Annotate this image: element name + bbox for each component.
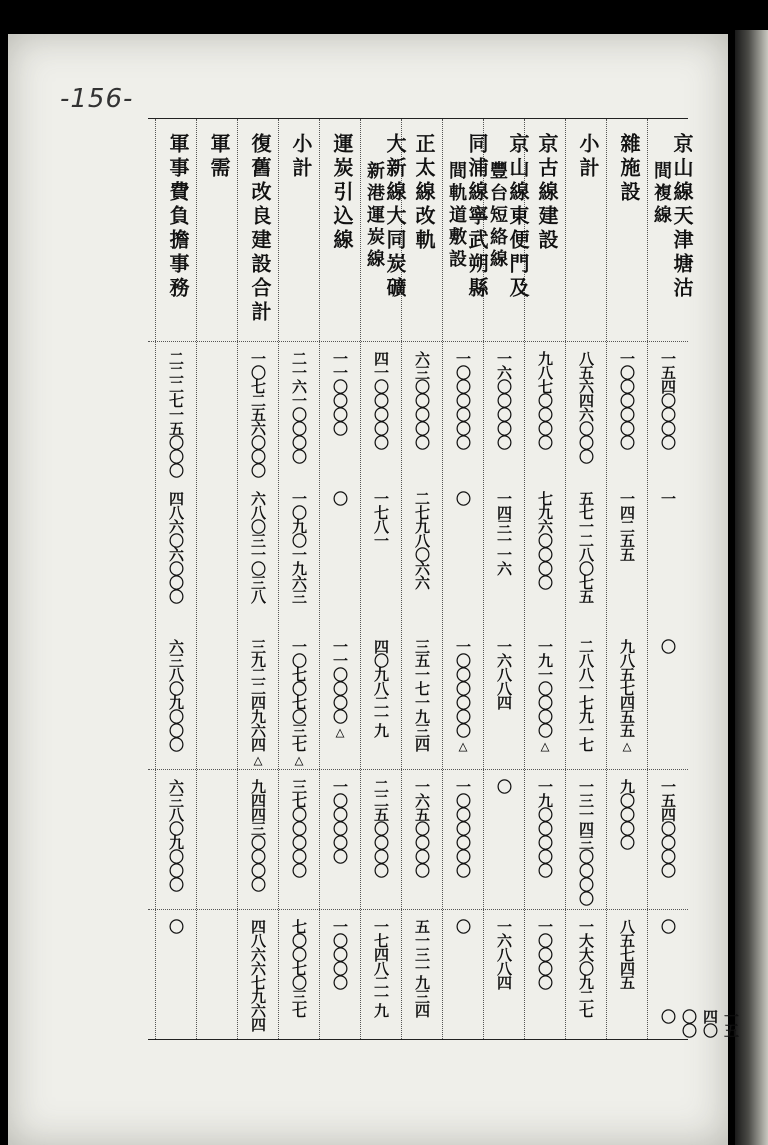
row-label: 軍事費負擔事務 — [166, 133, 190, 301]
row-label-sub: 間軌道敷設 — [446, 161, 467, 271]
cell-value: 六三八〇九〇〇〇 — [167, 639, 185, 751]
cell-value: 二七九八〇六六 — [413, 491, 431, 589]
cell-value: 一五四〇〇〇〇 — [659, 779, 677, 877]
cell-value: 九四四三〇〇〇〇 — [249, 779, 267, 891]
table-column — [606, 119, 648, 1039]
cell-value: 八五七四五 — [618, 919, 636, 989]
table-column — [360, 119, 407, 1039]
row-label-sub: 豐台短絡線 — [487, 161, 508, 271]
row-label: 大新線大同炭礦 — [383, 133, 407, 301]
cell-value: 三九二二四九六四△ — [249, 639, 267, 768]
cell-value: 九八五七四五五△ — [618, 639, 636, 754]
cell-value: 七九六〇〇〇〇 — [536, 491, 554, 589]
row-label: 京山線東便門及 — [506, 133, 530, 301]
row-label-sub: 新港運炭線 — [364, 161, 385, 271]
row-label: 京山線天津塘沽 — [670, 133, 694, 301]
table-column — [319, 119, 361, 1039]
cell-value: 〇 — [659, 639, 677, 653]
cell-value: 六三〇〇〇〇〇 — [413, 351, 431, 449]
cell-value: 三七〇〇〇〇〇 — [290, 779, 308, 877]
cell-value: 〇 — [659, 919, 677, 933]
table-column — [442, 119, 489, 1039]
cell-value: 一 — [659, 491, 677, 505]
cell-value: 九八七〇〇〇〇 — [536, 351, 554, 449]
row-label: 京古線建設 — [535, 133, 559, 253]
cell-value: 一大大〇九二七 — [577, 919, 595, 1017]
data-table — [148, 118, 740, 1040]
cell-value: 〇 — [331, 491, 349, 505]
cell-value: 一〇〇〇〇 — [536, 919, 554, 989]
cell-value: 〇 — [167, 919, 185, 933]
row-label: 雜施設 — [617, 133, 641, 205]
cell-value: 一六八八四 — [495, 919, 513, 989]
row-label: 小計 — [576, 133, 600, 181]
cell-value: 二二五〇〇〇〇 — [372, 779, 390, 877]
cell-value: 七〇〇七〇三七 — [290, 919, 308, 1017]
table-column — [196, 119, 238, 1039]
cell-value: 四八六〇六〇〇〇 — [167, 491, 185, 603]
page-number: -156- — [60, 84, 134, 114]
cell-value: 九〇〇〇〇 — [618, 779, 636, 849]
row-label: 小計 — [289, 133, 313, 181]
cell-value: 一〇七二五六〇〇〇 — [249, 351, 267, 477]
cell-value: 一四二五五 — [618, 491, 636, 561]
cell-value: 一〇〇〇〇 — [331, 919, 349, 989]
table-column — [278, 119, 320, 1039]
row-label: 同浦線寧武朔縣 — [465, 133, 489, 301]
row-label: 運炭引込線 — [330, 133, 354, 253]
table-column — [647, 119, 740, 1039]
cell-value: 一〇七〇七〇三七△ — [290, 639, 308, 768]
cell-value: 五七一二八〇七五 — [577, 491, 595, 603]
cell-value: 一五四〇〇〇〇 — [659, 351, 677, 449]
cell-value: 二八八一七九一七 — [577, 639, 595, 751]
cell-value: 二一六一〇〇〇〇 — [290, 351, 308, 463]
cell-value: 一四三一一六 — [495, 491, 513, 575]
cell-value: 一一〇〇〇〇 — [331, 351, 349, 435]
cell-value: 一六〇〇〇〇〇 — [495, 351, 513, 449]
row-label: 復舊改良建設合計 — [248, 133, 272, 325]
cell-value: 一一〇〇〇〇△ — [331, 639, 349, 740]
cell-value: 〇 — [495, 779, 513, 793]
row-label: 軍需 — [207, 133, 231, 181]
cell-value: 〇 — [454, 491, 472, 505]
cell-value: 八五六四六〇〇〇 — [577, 351, 595, 463]
table-column — [237, 119, 279, 1039]
cell-value: 一〇〇〇〇〇〇△ — [454, 639, 472, 754]
cell-value: 四一〇〇〇〇〇 — [372, 351, 390, 449]
table-column — [155, 119, 197, 1039]
cell-value: 一九〇〇〇〇〇 — [536, 779, 554, 877]
cell-value: 一〇〇〇〇〇〇 — [454, 351, 472, 449]
cell-value: 一〇〇〇〇〇〇 — [454, 779, 472, 877]
cell-value: 一七四八二一九 — [372, 919, 390, 1017]
cell-value: 一九一〇〇〇〇△ — [536, 639, 554, 754]
row-label: 正太線改軌 — [412, 133, 436, 253]
cell-value: 一三一四三〇〇〇〇 — [577, 779, 595, 905]
cell-value: 二二二七一五〇〇〇 — [167, 351, 185, 477]
cell-value: 四〇九八二一九 — [372, 639, 390, 737]
cell-value: 五一三一九三四 — [413, 919, 431, 1017]
cell-value: 六八〇三一〇三八 — [249, 491, 267, 603]
cell-value: 一六八八四 — [495, 639, 513, 709]
cell-value: 一〇九〇一九六三 — [290, 491, 308, 603]
cell-value: 〇 — [454, 919, 472, 933]
cell-value: 一〇〇〇〇〇〇 — [618, 351, 636, 449]
book-edge — [735, 30, 768, 1145]
cell-value: 一六五〇〇〇〇 — [413, 779, 431, 877]
cell-value: 一五四〇〇〇〇 — [659, 1009, 740, 1037]
cell-value: 一七八一 — [372, 491, 390, 547]
cell-value: 四八六六七九六四 — [249, 919, 267, 1031]
table-column — [565, 119, 607, 1039]
cell-value: 一〇〇〇〇〇 — [331, 779, 349, 863]
cell-value: 六三八〇九〇〇〇 — [167, 779, 185, 891]
cell-value: 三五一七一九三四 — [413, 639, 431, 751]
row-label-sub: 間複線 — [651, 161, 672, 227]
